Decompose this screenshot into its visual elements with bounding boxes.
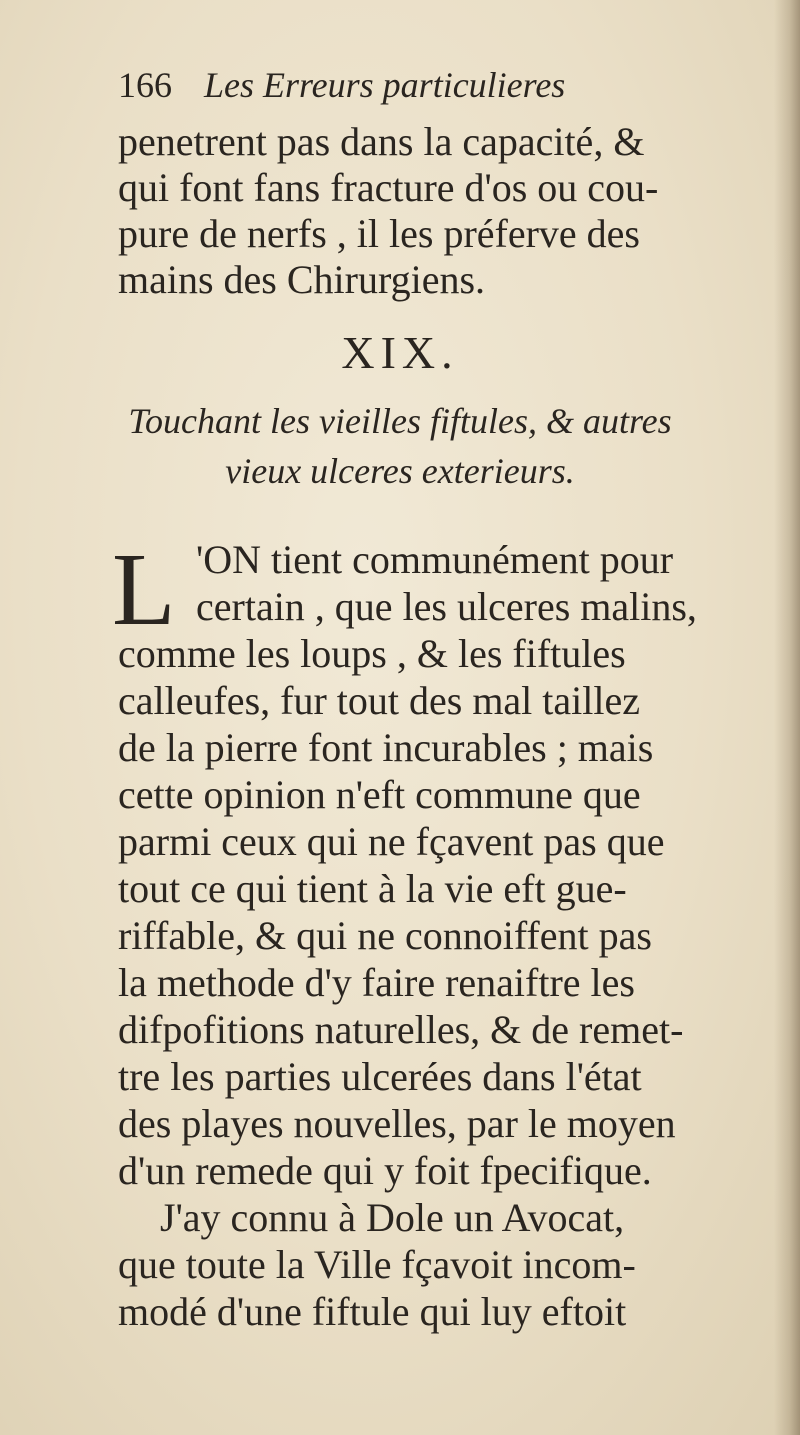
text-line: qui font fans fracture d'os ou cou-: [118, 165, 659, 210]
text-line: pure de nerfs , il les préferve des: [118, 211, 640, 256]
text-line: comme les loups , & les fiftules: [118, 631, 626, 676]
text-line: 'ON tient communément pour: [196, 537, 674, 582]
text-line: tre les parties ulcerées dans l'état: [118, 1054, 642, 1099]
text-line: J'ay connu à Dole un Avocat,: [160, 1195, 625, 1240]
text-line: difpofitions naturelles, & de remet-: [118, 1007, 684, 1052]
page-number: 166: [118, 65, 172, 105]
section-title-line-1: Touchant les vieilles fiftules, & autres: [128, 401, 672, 441]
running-title: Les Erreurs particulieres: [204, 65, 566, 105]
text-line: certain , que les ulceres malins,: [196, 584, 697, 629]
text-line: de la pierre font incurables ; mais: [118, 725, 654, 770]
text-line: calleufes, fur tout des mal taillez: [118, 678, 641, 723]
section-title-line-2: vieux ulceres exterieurs.: [225, 451, 575, 491]
drop-cap: L: [112, 532, 176, 647]
text-line: tout ce qui tient à la vie eft gue-: [118, 866, 627, 911]
text-line: modé d'une fiftule qui luy eftoit: [118, 1289, 627, 1334]
text-line: cette opinion n'eft commune que: [118, 772, 641, 817]
text-line: des playes nouvelles, par le moyen: [118, 1101, 676, 1146]
text-line: parmi ceux qui ne fçavent pas que: [118, 819, 665, 864]
text-line: que toute la Ville fçavoit incom-: [118, 1242, 636, 1287]
text-line: penetrent pas dans la capacité, &: [118, 119, 645, 164]
page-edge-shadow: [774, 0, 800, 1435]
running-header: [118, 64, 678, 106]
text-line: mains des Chirurgiens.: [118, 257, 486, 302]
section-number: XIX.: [341, 327, 459, 378]
text-line: d'un remede qui y foit fpecifique.: [118, 1148, 652, 1193]
text-line: riffable, & qui ne connoiffent pas: [118, 913, 652, 958]
text-line: la methode d'y faire renaiftre les: [118, 960, 635, 1005]
